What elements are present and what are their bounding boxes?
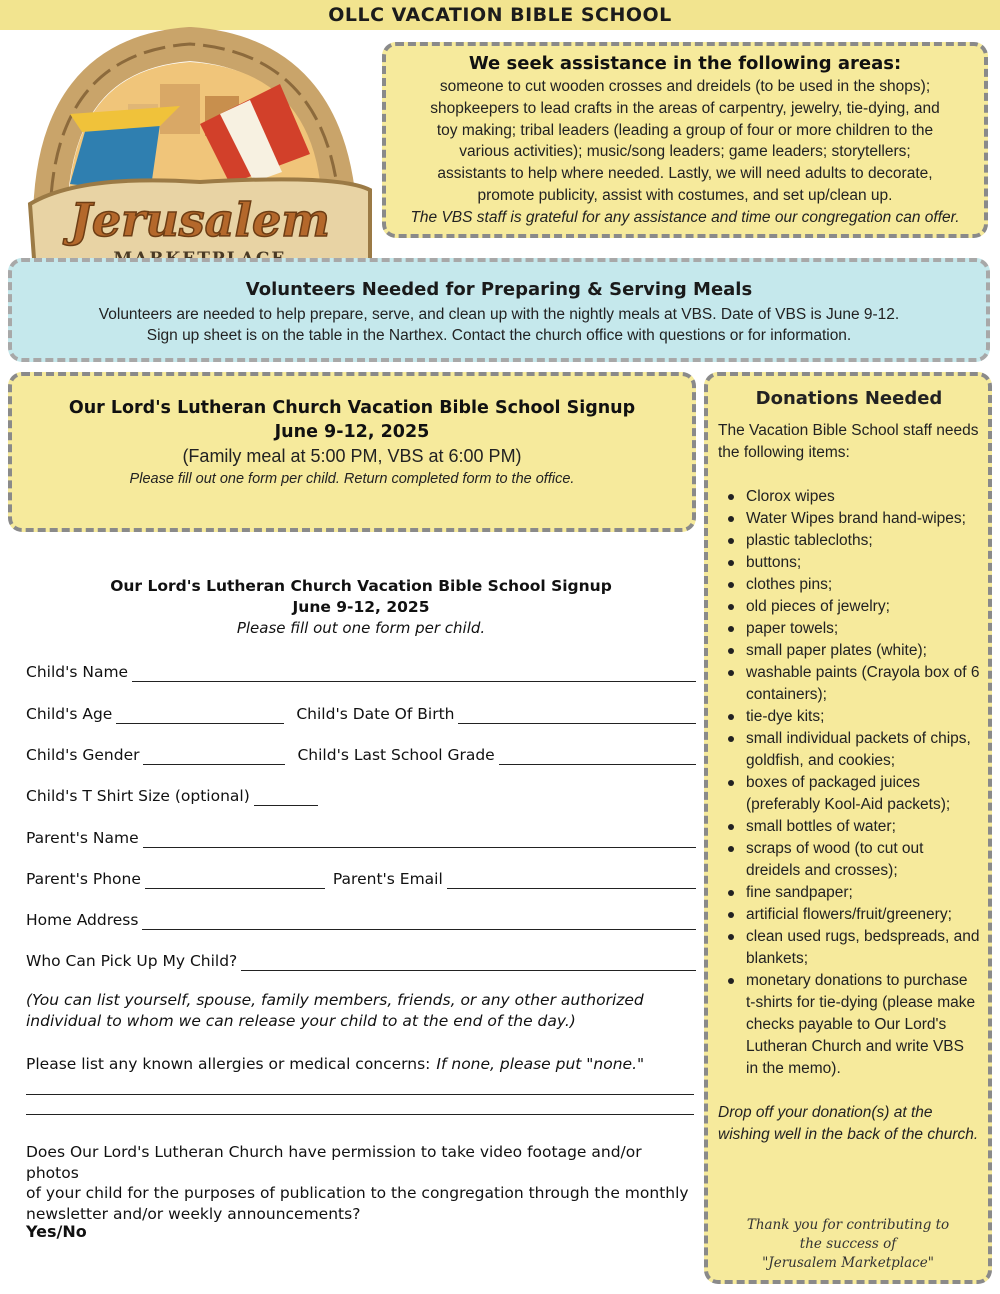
meals-volunteer-box <box>8 258 990 362</box>
list-item: Water Wipes brand hand-wipes; <box>746 508 980 530</box>
signup-times: (Family meal at 5:00 PM, VBS at 6:00 PM) <box>182 446 522 466</box>
logo-word: Jerusalem <box>70 193 330 247</box>
assistance-line: various activities); music/song leaders; game leaders; storytellers; <box>459 143 911 161</box>
signup-dates: June 9-12, 2025 <box>274 422 430 442</box>
donations-box <box>704 372 992 1284</box>
home-address-label: Home Address <box>26 911 139 929</box>
parent-email-field[interactable] <box>447 873 696 889</box>
assistance-line: promote publicity, assist with costumes, and set up/clean up. <box>477 186 893 204</box>
child-age-field[interactable] <box>116 708 284 724</box>
allergies-row <box>26 1050 696 1074</box>
child-gender-label: Child's Gender <box>26 746 140 764</box>
list-item: buttons; <box>746 552 980 574</box>
form-note: Please fill out one form per child. <box>236 619 486 637</box>
list-item: plastic tablecloths; <box>746 530 980 552</box>
child-gender-field[interactable] <box>143 749 285 765</box>
meals-heading: Volunteers Needed for Preparing & Serving Meals <box>245 279 753 300</box>
assistance-closing: The VBS staff is grateful for any assistance and time our congregation can offer. <box>410 208 960 226</box>
allergies-field-2[interactable] <box>26 1114 694 1115</box>
list-item: old pieces of jewelry; <box>746 596 980 618</box>
child-name-row <box>26 658 696 682</box>
pickup-row <box>26 947 696 971</box>
assistance-line: assistants to help where needed. Lastly, we will need adults to decorate, <box>437 165 933 183</box>
permission-question <box>26 1142 696 1224</box>
page-banner: OLLC VACATION BIBLE SCHOOL <box>0 0 1000 30</box>
meals-line: Sign up sheet is on the table in the Narthex. Contact the church office with questions or for information. <box>146 327 852 344</box>
assistance-box <box>382 42 988 238</box>
allergies-hint: If none, please put "none." <box>436 1055 645 1073</box>
list-item: boxes of packaged juices (preferably Kool-Aid packets); <box>746 772 980 816</box>
signup-title: Our Lord's Lutheran Church Vacation Bible School Signup <box>68 398 636 418</box>
donations-dropoff: Drop off your donation(s) at the wishing well in the back of the church. <box>718 1104 979 1143</box>
thank-you-line: the success of <box>799 1236 897 1252</box>
pickup-note <box>26 990 696 1032</box>
list-item: small paper plates (white); <box>746 640 980 662</box>
list-item: clothes pins; <box>746 574 980 596</box>
yes-no-option[interactable]: Yes/No <box>26 1222 87 1241</box>
list-item: scraps of wood (to cut out dreidels and crosses); <box>746 838 980 882</box>
assistance-line: toy making; tribal leaders (leading a group of four or more children to the <box>436 121 934 139</box>
form-dates: June 9-12, 2025 <box>292 598 430 616</box>
child-grade-field[interactable] <box>499 749 696 765</box>
list-item: fine sandpaper; <box>746 882 980 904</box>
parent-name-field[interactable] <box>143 832 696 848</box>
child-dob-field[interactable] <box>458 708 696 724</box>
allergies-label: Please list any known allergies or medical concerns: <box>26 1055 431 1073</box>
thank-you-note <box>718 1216 978 1273</box>
permission-line: newsletter and/or weekly announcements? <box>26 1204 361 1223</box>
donations-intro: The Vacation Bible School staff needs the following items: <box>718 422 979 461</box>
child-name-field[interactable] <box>132 666 696 682</box>
tshirt-row <box>26 782 696 806</box>
list-item: artificial flowers/fruit/greenery; <box>746 904 980 926</box>
donations-list <box>718 486 980 1080</box>
parent-phone-label: Parent's Phone <box>26 870 141 888</box>
home-address-row <box>26 906 696 930</box>
home-address-field[interactable] <box>142 914 696 930</box>
list-item: washable paints (Crayola box of 6 containers); <box>746 662 980 706</box>
assistance-line: someone to cut wooden crosses and dreidels (to be used in the shops); <box>439 78 931 95</box>
pickup-label: Who Can Pick Up My Child? <box>26 952 238 970</box>
pickup-field[interactable] <box>241 955 696 971</box>
child-dob-label: Child's Date Of Birth <box>296 705 455 723</box>
list-item: clean used rugs, bedspreads, and blankets; <box>746 926 980 970</box>
parent-name-row <box>26 824 696 848</box>
tshirt-field[interactable] <box>254 790 318 806</box>
assistance-line: shopkeepers to lead crafts in the areas of carpentry, jewelry, tie-dying, and <box>430 99 940 117</box>
parent-phone-field[interactable] <box>145 873 325 889</box>
pickup-note-line: (You can list yourself, spouse, family members, friends, or any other authorized <box>26 991 644 1009</box>
parent-email-label: Parent's Email <box>332 870 443 888</box>
meals-line: Volunteers are needed to help prepare, serve, and clean up with the nightly meals at VBS. Date of VBS is June 9-12. <box>98 306 900 323</box>
child-gender-row <box>26 741 696 765</box>
signup-form <box>26 576 696 1241</box>
child-age-label: Child's Age <box>26 705 113 723</box>
child-age-row <box>26 700 696 724</box>
parent-name-label: Parent's Name <box>26 829 139 847</box>
permission-line: Does Our Lord's Lutheran Church have permission to take video footage and/or photos <box>26 1143 642 1182</box>
signup-header-box <box>8 372 696 532</box>
child-grade-label: Child's Last School Grade <box>297 746 495 764</box>
child-name-label: Child's Name <box>26 663 129 681</box>
form-title: Our Lord's Lutheran Church Vacation Bible School Signup <box>110 577 612 595</box>
parent-contact-row <box>26 865 696 889</box>
tshirt-label: Child's T Shirt Size (optional) <box>26 787 250 805</box>
list-item: Clorox wipes <box>746 486 980 508</box>
list-item: paper towels; <box>746 618 980 640</box>
thank-you-line: Thank you for contributing to <box>746 1217 950 1233</box>
signup-note: Please fill out one form per child. Return completed form to the office. <box>129 471 575 487</box>
assistance-heading: We seek assistance in the following areas: <box>468 53 902 74</box>
list-item: tie-dye kits; <box>746 706 980 728</box>
donations-heading: Donations Needed <box>755 388 943 409</box>
pickup-note-line: individual to whom we can release your child to at the end of the day.) <box>26 1012 576 1030</box>
permission-line: of your child for the purposes of publication to the congregation through the monthly <box>26 1184 689 1202</box>
list-item: monetary donations to purchase t-shirts for tie-dying (please make checks payable to Our Lord's Lutheran Church and write VBS in the memo). <box>746 970 980 1080</box>
list-item: small bottles of water; <box>746 816 980 838</box>
allergies-field-1[interactable] <box>26 1094 694 1095</box>
thank-you-line: "Jerusalem Marketplace" <box>762 1255 934 1271</box>
list-item: small individual packets of chips, goldfish, and cookies; <box>746 728 980 772</box>
